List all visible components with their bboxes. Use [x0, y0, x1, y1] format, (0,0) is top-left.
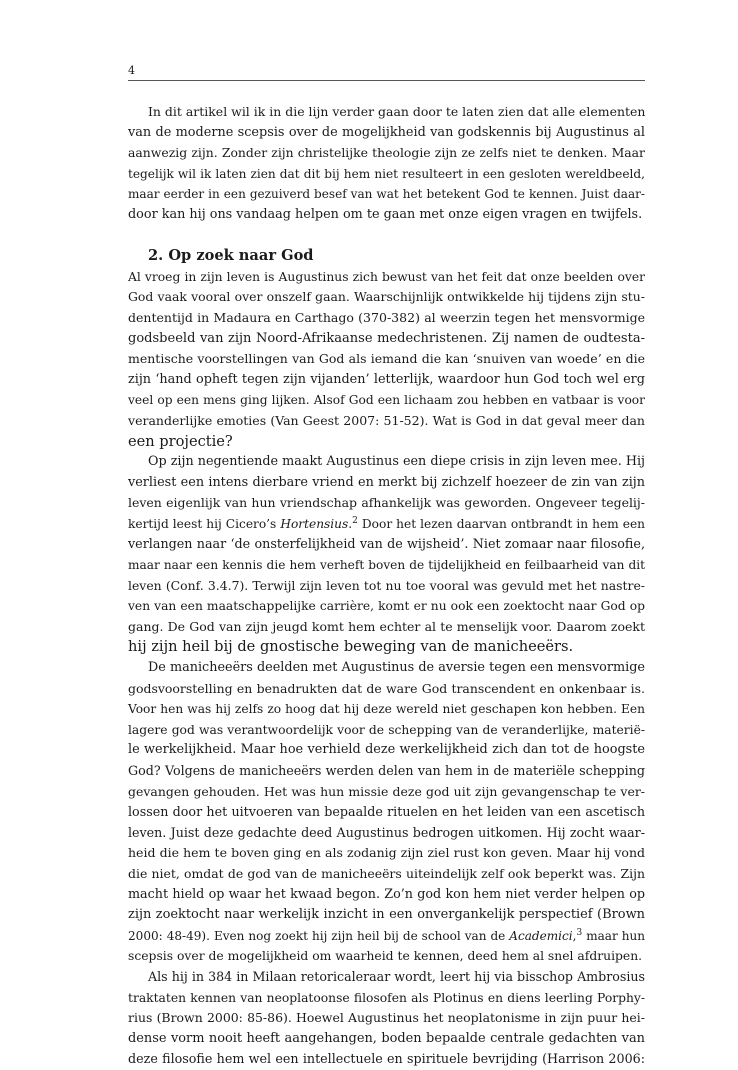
- text-line-with-footnote: [128, 514, 645, 535]
- text-line: traktaten kennen van neoplatoonse filosofen als Plotinus en diens leerling Porphy-: [128, 990, 645, 1005]
- text-line: hij zijn heil bij de gnostische beweging van de manicheeërs.: [128, 638, 574, 656]
- text-line: godsvoorstelling en benadrukten dat de ware God transcendent en onkenbaar is.: [128, 680, 645, 696]
- intro-paragraph: [128, 102, 645, 226]
- text-line: Als hij in 384 in Milaan retoricaleraar wordt, leert hij via bisschop Ambrosius: [148, 968, 645, 984]
- text-line: deze filosofie hem wel een intellectuele en spirituele bevrijding (Harrison 2006:: [128, 1051, 645, 1067]
- text-line: maar naar een kennis die hem verheft boven de tijdelijkheid en feilbaarheid van dit: [128, 558, 645, 573]
- text-line: dense vorm nooit heeft aangehangen, boden bepaalde centrale gedachten van: [128, 1030, 645, 1046]
- body-text: [128, 102, 645, 1070]
- text-line: die niet, omdat de god van de manicheeërs uiteindelijk zelf ook beperkt was. Zijn: [128, 865, 645, 881]
- text-line: veel op een mens ging lijken. Alsof God een lichaam zou hebben en vatbaar is voor: [128, 393, 645, 408]
- text-line: aanwezig zijn. Zonder zijn christelijke theologie zijn ze zelfs niet te denken. Maar: [128, 145, 645, 161]
- text-line: le werkelijkheid. Maar hoe verhield deze werkelijkheid zich dan tot de hoogste: [128, 742, 645, 758]
- text-line: leven eigenlijk van hun vriendschap afhankelijk was geworden. Ongeveer tegelij-: [128, 495, 645, 511]
- text-line: Op zijn negentiende maakt Augustinus een diepe crisis in zijn leven mee. Hij: [148, 454, 645, 470]
- section-heading: 2. Op zoek naar God: [148, 247, 314, 265]
- footnote-marker: 2: [352, 515, 358, 526]
- text-line: macht hield op waar het kwaad begon. Zo’n god kon hem niet verder helpen op: [128, 886, 645, 902]
- text-line: zijn zoektocht naar werkelijk inzicht in een onvergankelijk perspectief (Brown: [128, 907, 645, 923]
- text-line: God vaak vooral over onszelf gaan. Waarschijnlijk ontwikkelde hij tijdens zijn stu-: [128, 289, 645, 305]
- text-line: maar eerder in een gezuiverd besef van wat het betekent God te kennen. Juist daar-: [128, 187, 645, 202]
- text-line-with-footnote: [128, 926, 645, 947]
- text-line: godsbeeld van zijn Noord-Afrikaanse medechristenen. Zij namen de oudtesta-: [128, 330, 645, 346]
- text-line: De manicheeërs deelden met Augustinus de aversie tegen een mensvormige: [148, 660, 645, 676]
- text-line: tegelijk wil ik laten zien dat dit bij hem niet resulteert in een gesloten wereldbeeld,: [128, 166, 645, 181]
- footnote-marker: 3: [576, 927, 583, 938]
- text-line: God? Volgens de manicheeërs werden delen van hem in de materiële schepping: [128, 763, 645, 778]
- page-number: 4: [128, 64, 135, 77]
- text-line: In dit artikel wil ik in die lijn verder gaan door te laten zien dat alle elementen: [148, 104, 646, 119]
- header-rule: [128, 80, 645, 81]
- text-line: Voor hen was hij zelfs zo hoog dat hij deze wereld niet geschapen kon hebben. Een: [128, 702, 645, 717]
- text-line: gang. De God van zijn jeugd komt hem echter al te menselijk voor. Daarom zoekt: [128, 618, 645, 634]
- text-line: lossen door het uitvoeren van bepaalde rituelen en het leiden van een ascetisch: [128, 804, 645, 820]
- text-fragment: .: [348, 516, 353, 531]
- text-line: lagere god was verantwoordelijk voor de schepping van de veranderlijke, materië-: [128, 722, 645, 737]
- paragraph-3: [128, 658, 645, 967]
- text-fragment: kertijd leest hij Cicero’s: [128, 516, 281, 531]
- text-line: verlangen naar ‘de onsterfelijkheid van de wijsheid’. Niet zomaar naar filosofie,: [128, 536, 645, 552]
- text-line: veranderlijke emoties (Van Geest 2007: 51-52). Wat is God in dat geval meer dan: [128, 412, 645, 428]
- text-line: scepsis over de mogelijkheid om waarheid te kennen, deed hem al snel afdruipen.: [128, 949, 643, 964]
- text-line: leven. Juist deze gedachte deed Augustinus bedrogen uitkomen. Hij zocht waar-: [128, 824, 645, 840]
- text-line: ven van een maatschappelijke carrière, komt er nu ook een zoektocht naar God op: [128, 599, 645, 614]
- text-fragment: Door het lezen daarvan ontbrandt in hem een: [357, 516, 646, 531]
- paragraph-spacer: [128, 226, 645, 247]
- text-line: verliest een intens dierbare vriend en merkt bij zichzelf hoezeer de zin van zijn: [128, 474, 645, 490]
- text-line: mentische voorstellingen van God als iemand die kan ‘snuiven van woede’ en die: [128, 351, 645, 367]
- text-line: gevangen gehouden. Het was hun missie deze god uit zijn gevangenschap te ver-: [128, 783, 645, 799]
- paragraph-1: [128, 267, 645, 452]
- text-line: rius (Brown 2000: 85-86). Hoewel Augustinus het neoplatonisme in zijn puur hei-: [128, 1010, 645, 1026]
- text-fragment: 2000: 48-49). Even nog zoekt hij zijn heil bij de school van de: [128, 928, 510, 943]
- school-name: Academici: [509, 928, 573, 943]
- paragraph-4: [128, 967, 645, 1070]
- text-line: dententijd in Madaura en Carthago (370-382) al weerzin tegen het mensvormige: [128, 309, 645, 325]
- text-fragment: ,: [572, 928, 577, 943]
- text-fragment: maar hun: [582, 928, 645, 943]
- text-line: een projectie?: [128, 432, 233, 450]
- text-line: heid die hem te boven ging en als zodanig zijn ziel rust kon geven. Maar hij vond: [128, 845, 645, 861]
- text-line: leven (Conf. 3.4.7). Terwijl zijn leven tot nu toe vooral was gevuld met het nastre-: [128, 577, 645, 593]
- book-title: Hortensius: [280, 516, 349, 531]
- text-line: van de moderne scepsis over de mogelijkheid van godskennis bij Augustinus al: [128, 124, 645, 140]
- text-line: Al vroeg in zijn leven is Augustinus zich bewust van het feit dat onze beelden over: [128, 269, 645, 284]
- text-line: zijn ‘hand opheft tegen zijn vijanden’ letterlijk, waardoor hun God toch wel erg: [128, 371, 645, 387]
- text-line: door kan hij ons vandaag helpen om te gaan met onze eigen vragen en twijfels.: [128, 206, 643, 222]
- paragraph-2: [128, 452, 645, 658]
